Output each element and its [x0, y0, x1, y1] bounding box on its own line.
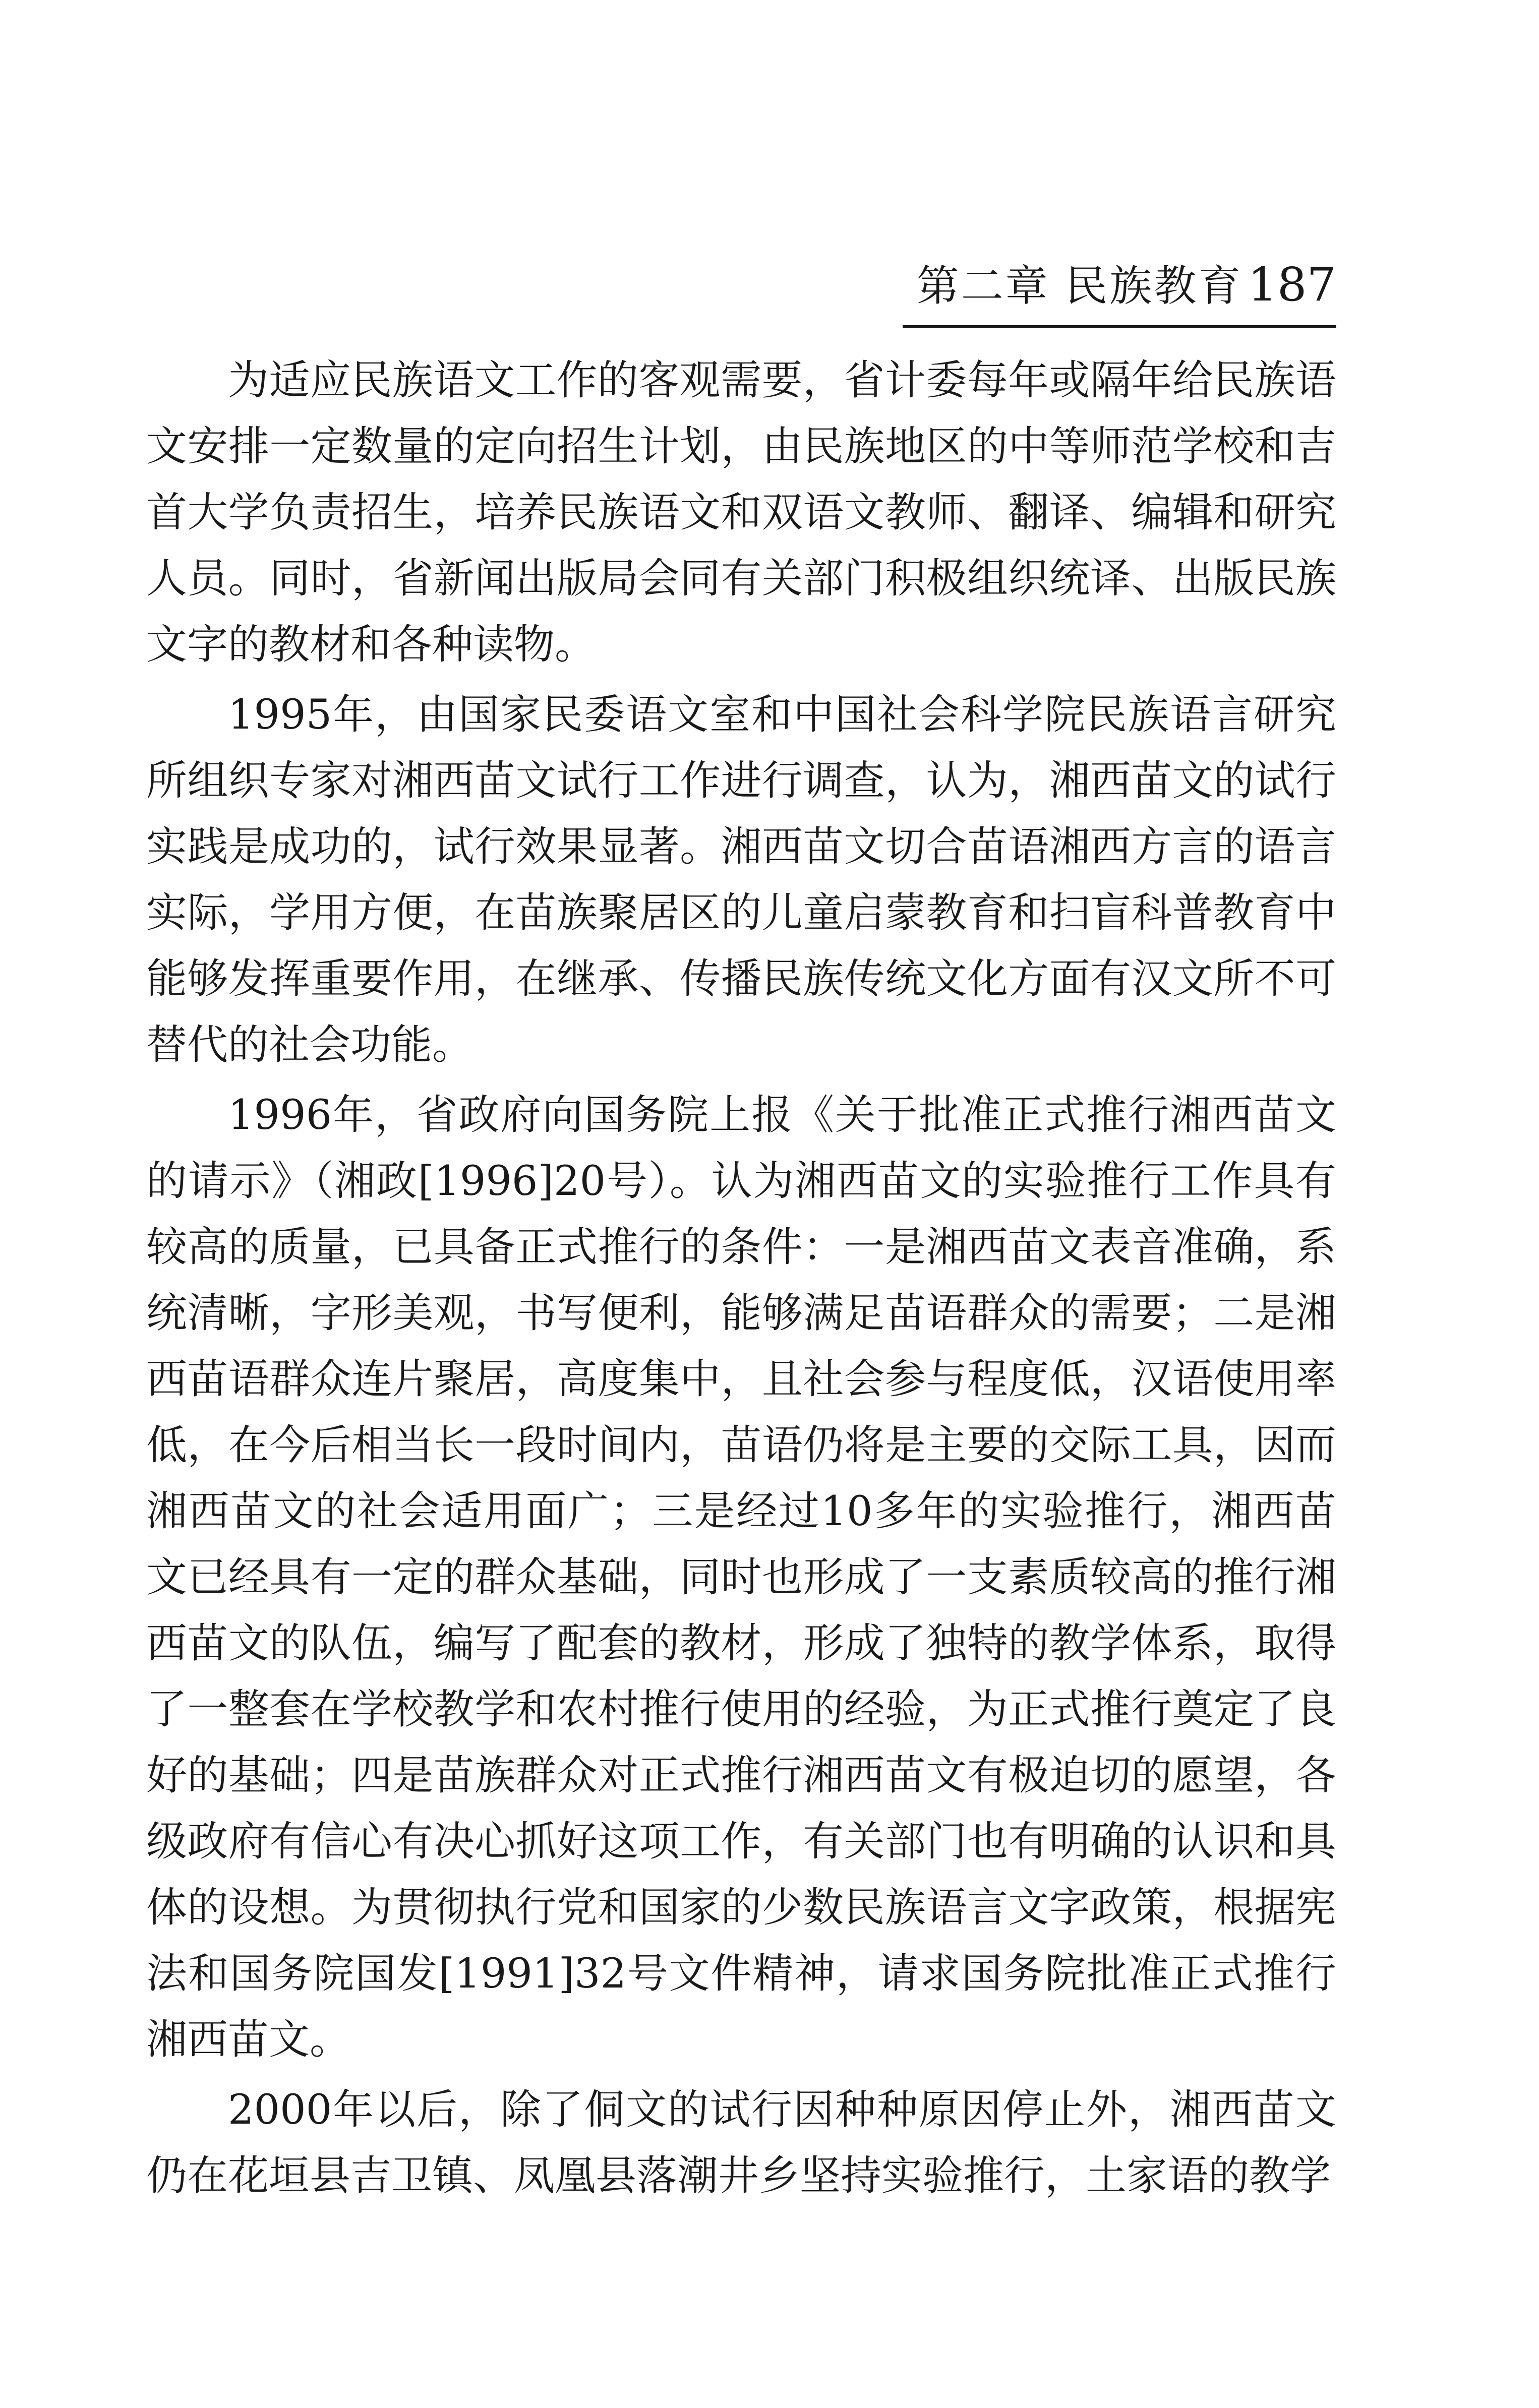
- body-text: [146, 348, 1336, 2213]
- running-head: [903, 255, 1336, 328]
- chapter-title: 第二章 民族教育: [916, 261, 1243, 311]
- paragraph: 1995年，由国家民委语文室和中国社会科学院民族语言研究所组织专家对湘西苗文试行工作进行调查，认为，湘西苗文的试行实践是成功的，试行效果显著。湘西苗文切合苗语湘西方言的语言实际，学用方便，在苗族聚居区的儿童启蒙教育和扫盲科普教育中能够发挥重要作用，在继承、传播民族传统文化方面有汉文所不可替代的社会功能。: [146, 691, 1336, 1069]
- paragraph: 2000年以后，除了侗文的试行因种种原因停止外，湘西苗文仍在花垣县吉卫镇、凤凰县落潮井乡坚持实验推行，土家语的教学: [146, 2086, 1336, 2200]
- paragraph: 为适应民族语文工作的客观需要，省计委每年或隔年给民族语文安排一定数量的定向招生计划，由民族地区的中等师范学校和吉首大学负责招生，培养民族语文和双语文教师、翻译、编辑和研究人员。同时，省新闻出版局会同有关部门积极组织统译、出版民族文字的教材和各种读物。: [146, 357, 1336, 669]
- paragraph: 1996年，省政府向国务院上报《关于批准正式推行湘西苗文的请示》（湘政[1996]20号）。认为湘西苗文的实验推行工作具有较高的质量，已具备正式推行的条件：一是湘西苗文表音准确，系统清晰，字形美观，书写便利，能够满足苗语群众的需要；二是湘西苗语群众连片聚居，高度集中，且社会参与程度低，汉语使用率低，在今后相当长一段时间内，苗语仍将是主要的交际工具，因而湘西苗文的社会适用面广；三是经过10多年的实验推行，湘西苗文已经具有一定的群众基础，同时也形成了一支素质较高的推行湘西苗文的队伍，编写了配套的教材，形成了独特的教学体系，取得了一整套在学校教学和农村推行使用的经验，为正式推行奠定了良好的基础；四是苗族群众对正式推行湘西苗文有极迫切的愿望，各级政府有信心有决心抓好这项工作，有关部门也有明确的认识和具体的设想。为贯彻执行党和国家的少数民族语言文字政策，根据宪法和国务院国发[1991]32号文件精神，请求国务院批准正式推行湘西苗文。: [146, 1092, 1336, 2064]
- page-number: 187: [1248, 258, 1336, 312]
